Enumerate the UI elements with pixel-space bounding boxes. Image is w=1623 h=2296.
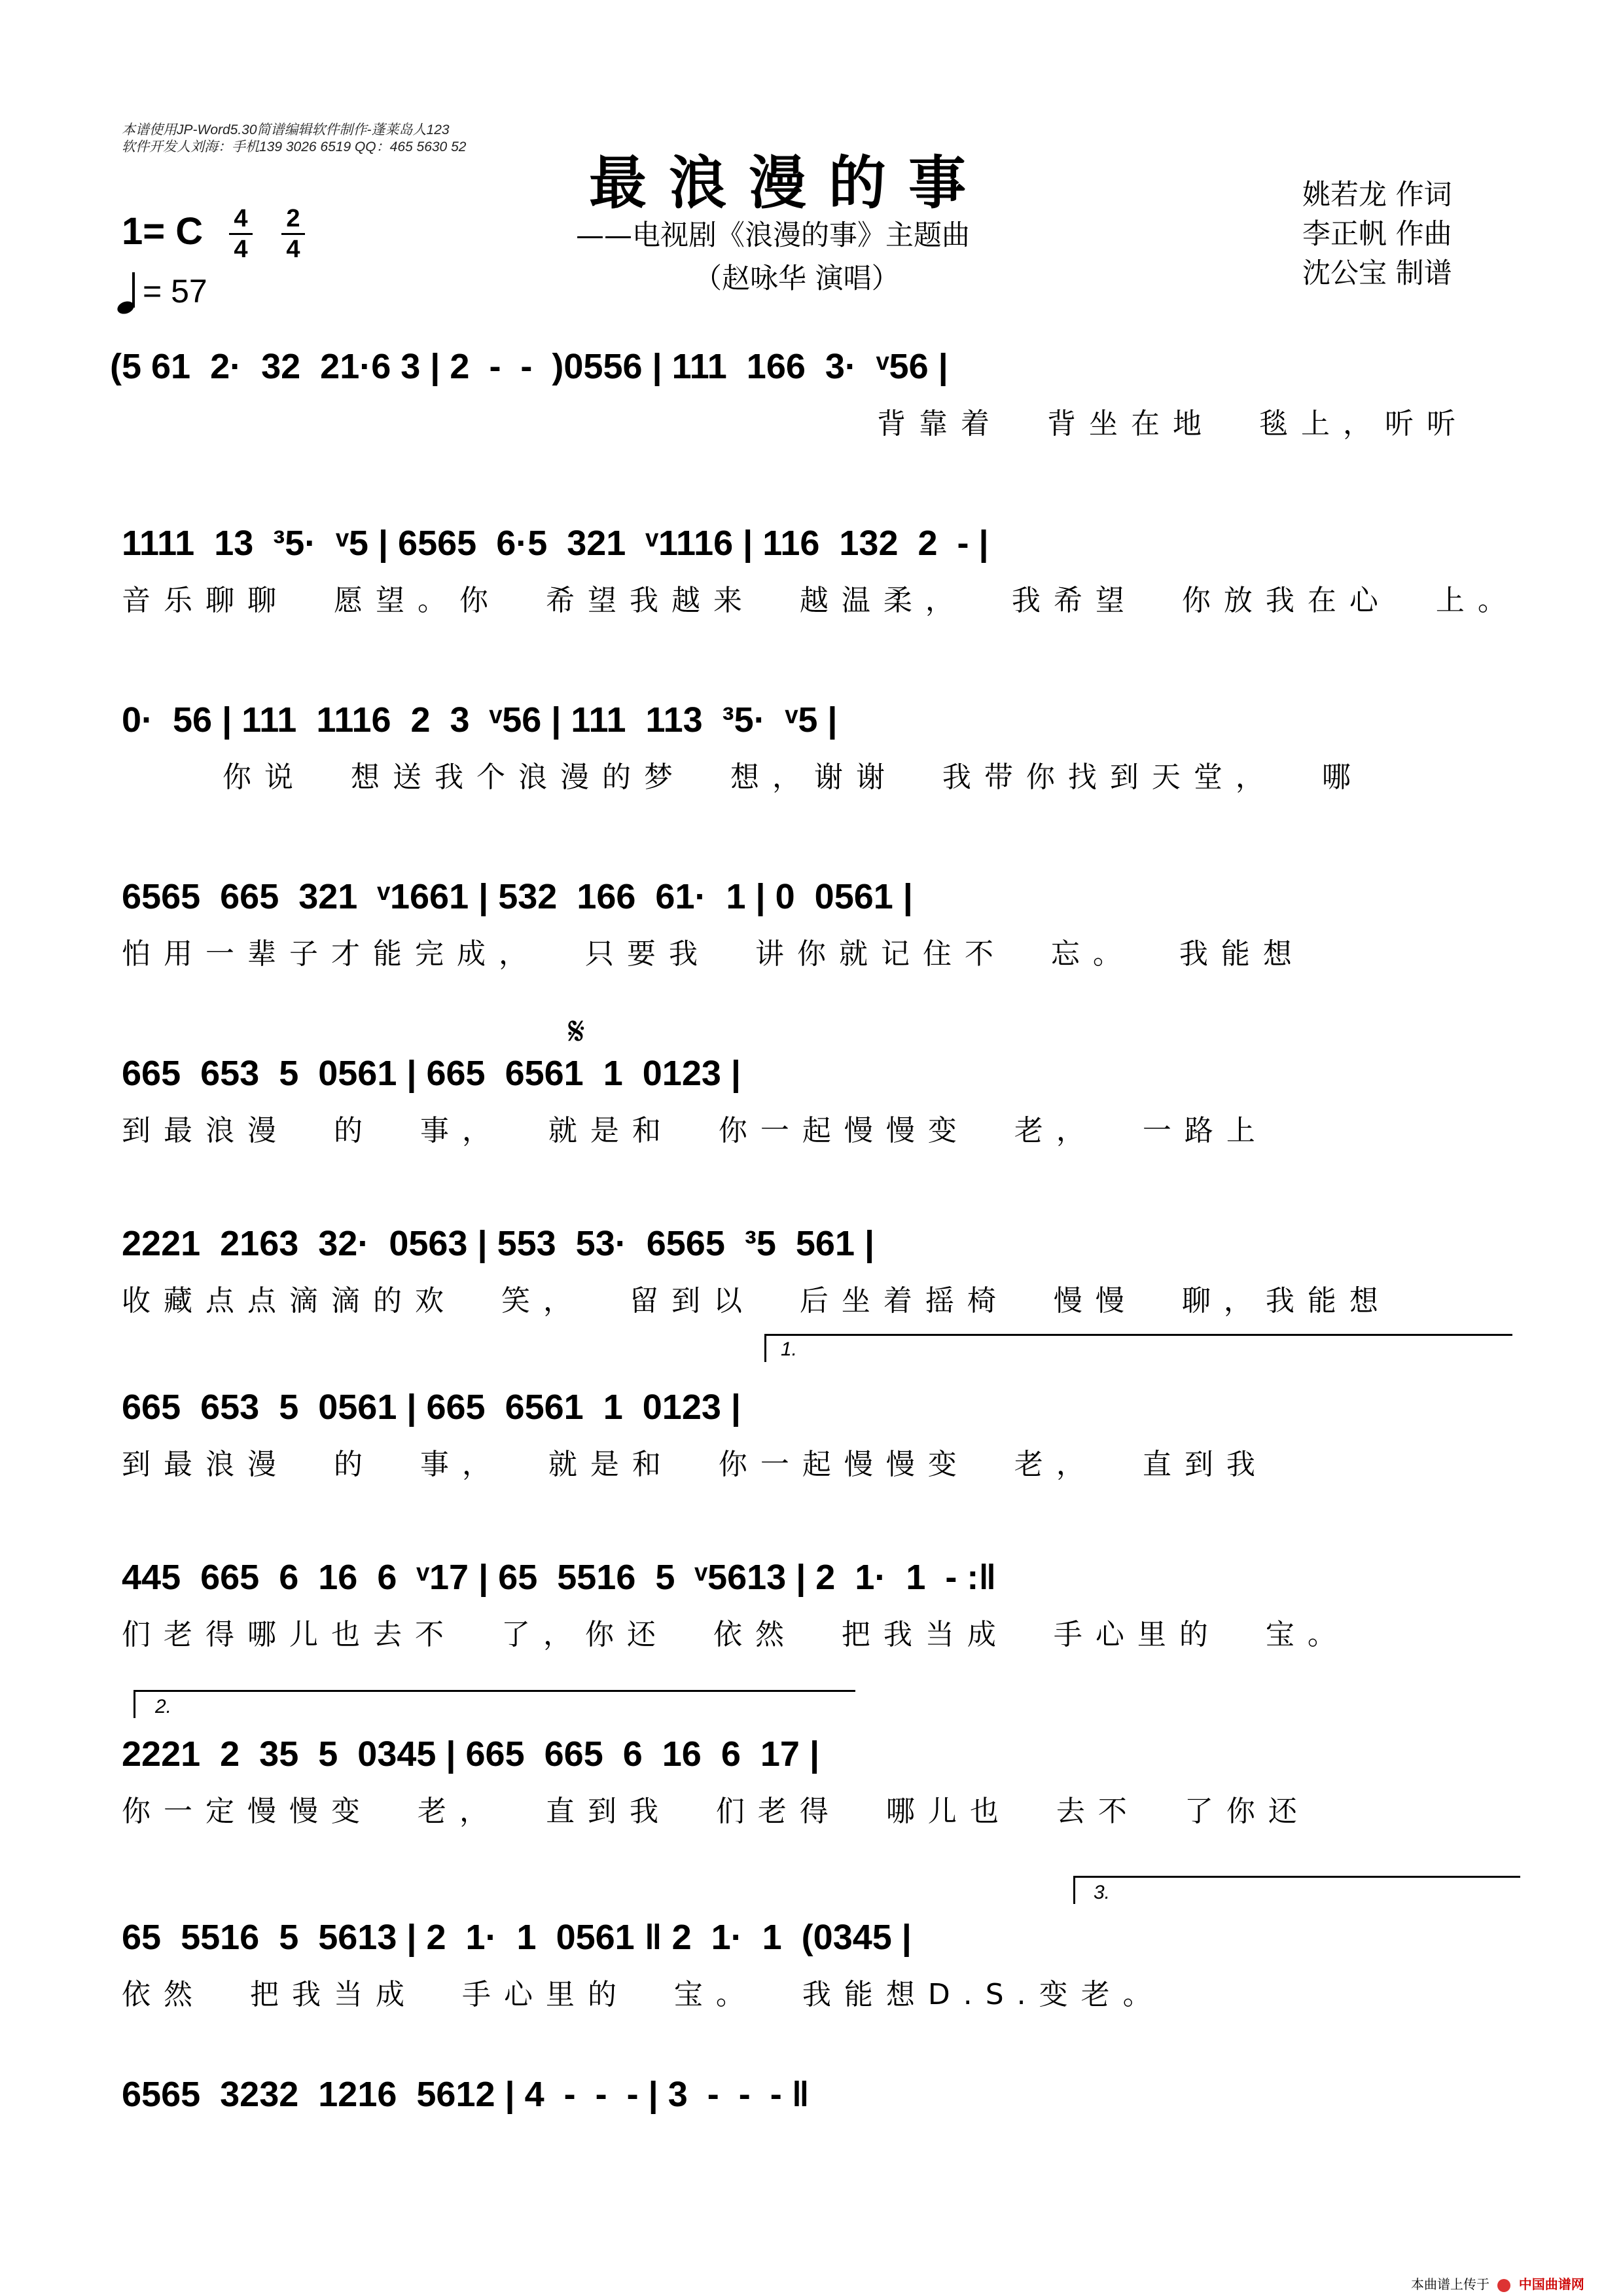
notes: 2221 2163 32· 0563 | 553 53· 6565 ³5 561 |	[122, 1224, 875, 1263]
notes: 0· 56 | 111 1116 2 3 ᵛ56 | 111 113 ³5· ᵛ5 |	[122, 700, 838, 740]
song-title: 最浪漫的事	[589, 149, 989, 217]
software-credit-line1: 本谱使用JP-Word5.30简谱编辑软件制作-蓬莱岛人123	[122, 122, 450, 137]
tempo-marking: = 57	[143, 273, 207, 310]
lyrics: 背靠着 背坐在地 毯上，听听	[877, 407, 1469, 440]
singer-credit: （赵咏华 演唱）	[694, 262, 900, 295]
lyrics: 到最浪漫 的 事， 就是和 你一起慢慢变 老， 直到我	[122, 1448, 1268, 1481]
notes: (5 61 2· 32 21·6 3 | 2 - - )0556 | 111 166 3· ᵛ56 |	[110, 347, 948, 386]
volta-2-label: 2.	[155, 1696, 172, 1717]
volta-2-bracket	[134, 1690, 855, 1718]
lyrics: 你一定慢慢变 老， 直到我 们老得 哪儿也 去不 了你还	[122, 1795, 1310, 1828]
lyrics: 音乐聊聊 愿望。你 希望我越来 越温柔， 我希望 你放我在心 上。	[122, 584, 1520, 617]
volta-1-bracket	[764, 1334, 1512, 1362]
lyricist: 姚若龙 作词	[1302, 179, 1452, 211]
lyrics: 们老得哪儿也去不 了，你还 依然 把我当成 手心里的 宝。	[122, 1618, 1349, 1651]
key-signature: 1= C	[122, 210, 204, 253]
footer-site-name: 中国曲谱网	[1518, 2276, 1584, 2292]
software-credit-line2: 软件开发人刘海：手机139 3026 6519 QQ：465 5630 52	[122, 139, 467, 154]
quarter-note-icon	[116, 272, 143, 314]
notes: 665 653 5 0561 | 665 6561 1 0123 |	[122, 1388, 741, 1427]
notes: 6565 665 321 ᵛ1661 | 532 166 61· 1 | 0 0561 |	[122, 877, 913, 916]
notes: 2221 2 35 5 0345 | 665 665 6 16 6 17 |	[122, 1734, 820, 1774]
footer-upload-text: 本曲谱上传于	[1411, 2276, 1489, 2292]
system-7	[0, 1381, 1623, 1499]
notes: 665 653 5 0561 | 665 6561 1 0123 |	[122, 1054, 741, 1093]
system-2	[0, 517, 1623, 635]
site-logo-icon	[1497, 2279, 1510, 2292]
system-10	[0, 1911, 1623, 2029]
segno-mark: 𝄋	[568, 1009, 585, 1054]
song-subtitle: ——电视剧《浪漫的事》主题曲	[576, 219, 970, 252]
composer: 李正帆 作曲	[1302, 218, 1452, 251]
notes: 6565 3232 1216 5612 | 4 - - - | 3 - - - ‖	[122, 2075, 810, 2114]
system-4	[0, 870, 1623, 988]
system-8	[0, 1551, 1623, 1669]
transcriber: 沈公宝 制谱	[1302, 257, 1452, 290]
volta-3-bracket	[1073, 1876, 1520, 1904]
notes: 445 665 6 16 6 ᵛ17 | 65 5516 5 ᵛ5613 | 2 1· 1 - :‖	[122, 1558, 997, 1597]
system-11	[0, 2068, 1623, 2147]
system-3	[0, 694, 1623, 812]
author-credits	[1302, 175, 1452, 293]
lyrics: 收藏点点滴滴的欢 笑， 留到以 后坐着摇椅 慢慢 聊，我能想	[122, 1284, 1391, 1318]
lyrics: 怕用一辈子才能完成， 只要我 讲你就记住不 忘。 我能想	[122, 937, 1305, 971]
notes: 1111 13 ³5· ᵛ5 | 6565 6·5 321 ᵛ1116 | 116 132 2 - |	[122, 524, 989, 563]
system-5	[0, 1047, 1623, 1165]
software-credit	[122, 122, 466, 156]
system-1	[0, 340, 1623, 458]
footer-upload-note	[1411, 2274, 1584, 2293]
time-signature-2-4: 2 4	[281, 206, 305, 262]
lyrics: 你说 想送我个浪漫的梦 想，谢谢 我带你找到天堂， 哪	[223, 761, 1364, 794]
volta-3-label: 3.	[1094, 1882, 1111, 1903]
lyrics: 依然 把我当成 手心里的 宝。 我能想D.S.变老。	[122, 1978, 1165, 2011]
system-6	[0, 1217, 1623, 1335]
notes: 65 5516 5 5613 | 2 1· 1 0561 ‖ 2 1· 1 (0345 |	[122, 1918, 912, 1957]
time-signature-4-4: 4 4	[229, 206, 253, 262]
system-9	[0, 1728, 1623, 1846]
volta-1-label: 1.	[781, 1338, 798, 1360]
lyrics: 到最浪漫 的 事， 就是和 你一起慢慢变 老， 一路上	[122, 1114, 1268, 1147]
